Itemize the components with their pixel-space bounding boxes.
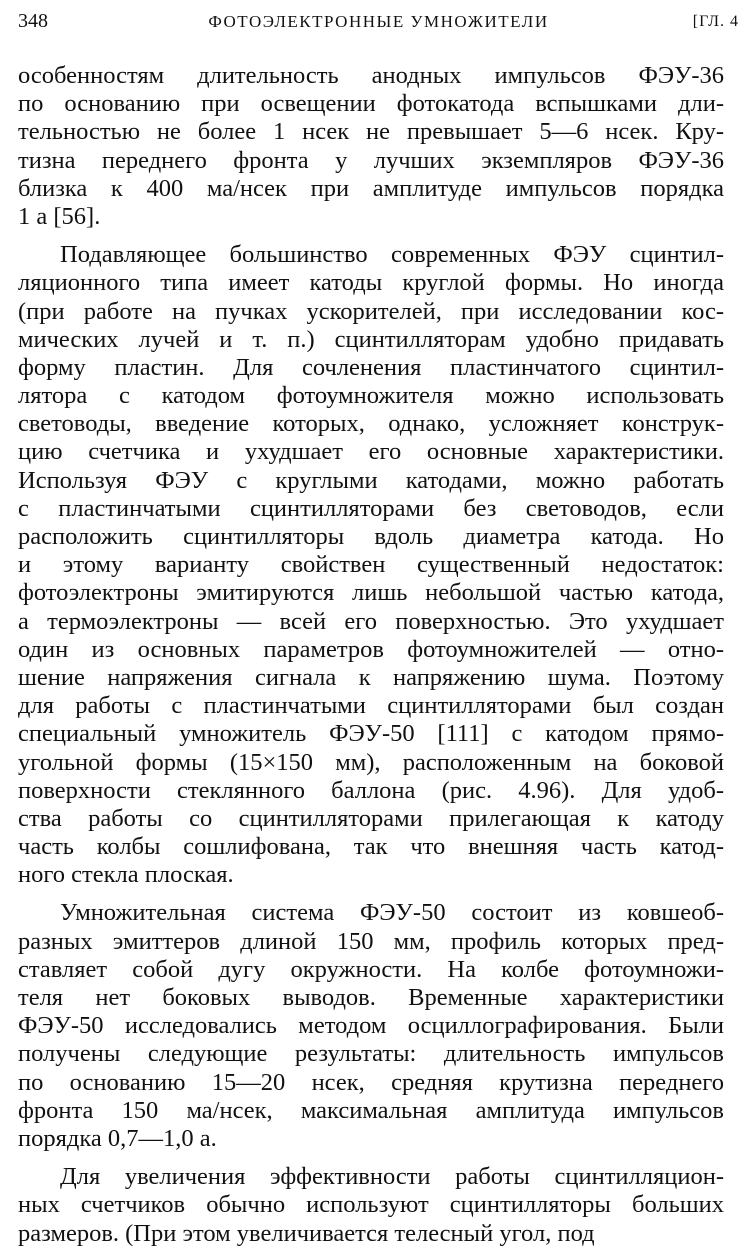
text-line: получены следующие результаты: длительность импульсов: [18, 1040, 724, 1068]
text-line: один из основных параметров фотоумножителей — отно-: [18, 635, 724, 663]
text-line: шение напряжения сигнала к напряжению шума. Поэтому: [18, 663, 724, 691]
text-line: с пластинчатыми сцинтилляторами без световодов, если: [18, 494, 724, 522]
text-line: мических лучей и т. п.) сцинтилляторам удобно придавать: [18, 325, 724, 353]
text-line: световоды, введение которых, однако, усложняет конструк-: [18, 410, 724, 438]
paragraph: [18, 62, 724, 231]
text-line: ных счетчиков обычно используют сцинтилляторы больших: [18, 1191, 724, 1219]
text-line: ляционного типа имеет катоды круглой формы. Но иногда: [18, 269, 724, 297]
paragraph: [18, 1163, 724, 1248]
text-line: угольной формы (15×150 мм), расположенным на боковой: [18, 748, 724, 776]
text-line: фотоэлектроны эмитируются лишь небольшой частью катода,: [18, 579, 724, 607]
text-line: Умножительная система ФЭУ-50 состоит из ковшеоб-: [60, 899, 724, 927]
body-text: [18, 62, 724, 1248]
paragraph-gap: [18, 231, 724, 241]
page-number: 348: [18, 10, 48, 32]
text-line: близка к 400 ма/нсек при амплитуде импульсов порядка: [18, 174, 724, 202]
text-line: теля нет боковых выводов. Временные характеристики: [18, 984, 724, 1011]
text-line: тизна переднего фронта у лучших экземпляров ФЭУ-36: [18, 146, 724, 174]
text-line: специальный умножитель ФЭУ-50 [111] с катодом прямо-: [18, 720, 724, 748]
text-line: лятора с катодом фотоумножителя можно использовать: [18, 382, 724, 410]
text-line: ФЭУ-50 исследовались методом осциллографирования. Были: [18, 1012, 724, 1040]
paragraph-gap: [18, 889, 724, 899]
text-line: а термоэлектроны — всей его поверхностью. Это ухудшает: [18, 607, 724, 635]
paragraph: [18, 899, 724, 1153]
paragraph: [18, 241, 724, 889]
text-line: для работы с пластинчатыми сцинтилляторами был создан: [18, 692, 724, 720]
text-line: Для увеличения эффективности работы сцинтилляцион-: [60, 1163, 724, 1191]
text-line: порядка 0,7—1,0 а.: [18, 1124, 217, 1152]
paragraph-gap: [18, 1153, 724, 1163]
text-line: и этому варианту свойствен существенный недостаток:: [18, 551, 724, 579]
text-line: ства работы со сцинтилляторами прилегающая к катоду: [18, 804, 724, 832]
text-line: разных эмиттеров длиной 150 мм, профиль которых пред-: [18, 927, 724, 955]
text-line: расположить сцинтилляторы вдоль диаметра катода. Но: [18, 523, 724, 550]
text-line: ставляет собой дугу окружности. На колбе фотоумножи-: [18, 955, 724, 983]
text-line: по основанию 15—20 нсек, средняя крутизна переднего: [18, 1068, 724, 1096]
text-line: ного стекла плоская.: [18, 861, 234, 889]
text-line: Подавляющее большинство современных ФЭУ сцинтил-: [60, 241, 724, 269]
text-line: часть колбы сошлифована, так что внешняя часть катод-: [18, 833, 724, 861]
text-line: по основанию при освещении фотокатода вспышками дли-: [18, 90, 724, 118]
chapter-reference: [ГЛ. 4: [692, 13, 739, 30]
text-line: поверхности стеклянного баллона (рис. 4.96). Для удоб-: [18, 776, 724, 804]
text-line: форму пластин. Для сочленения пластинчатого сцинтил-: [18, 353, 724, 381]
page-header: [18, 10, 739, 42]
text-line: цию счетчика и ухудшает его основные характеристики.: [18, 438, 724, 466]
text-line: тельностью не более 1 нсек не превышает 5—6 нсек. Кру-: [18, 118, 724, 146]
running-title: ФОТОЭЛЕКТРОННЫЕ УМНОЖИТЕЛИ: [208, 12, 549, 31]
text-line: фронта 150 ма/нсек, максимальная амплитуда импульсов: [18, 1096, 724, 1124]
text-line: (при работе на пучках ускорителей, при исследовании кос-: [18, 297, 724, 325]
text-line: 1 а [56].: [18, 202, 101, 230]
text-line: особенностям длительность анодных импульсов ФЭУ-36: [18, 62, 724, 89]
text-line: Используя ФЭУ с круглыми катодами, можно работать: [18, 466, 724, 494]
text-line: размеров. (При этом увеличивается телесный угол, под: [18, 1219, 595, 1247]
